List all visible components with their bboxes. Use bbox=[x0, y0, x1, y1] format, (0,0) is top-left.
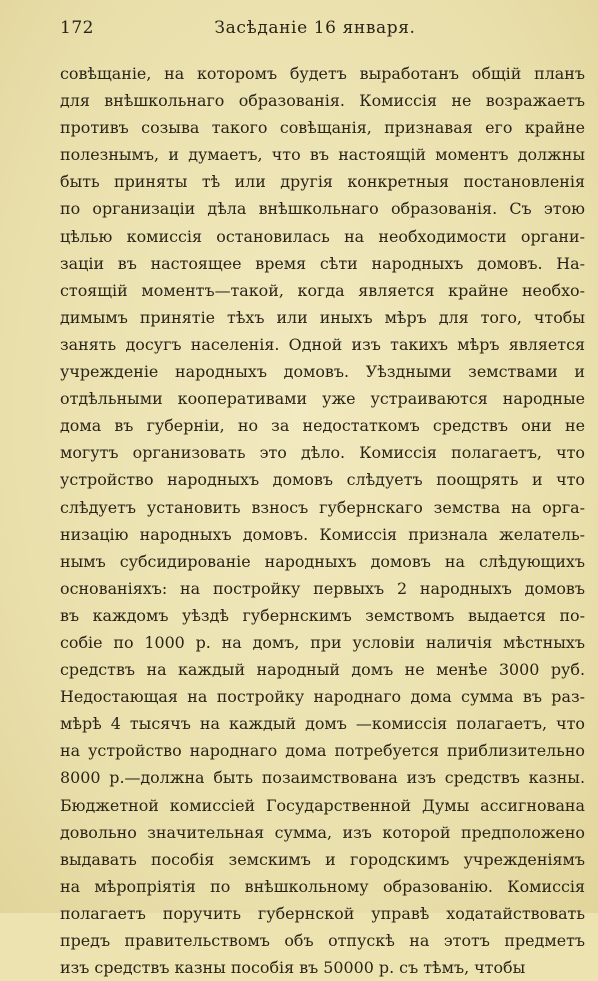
text-line: противъ созыва такого совѣщанія, признавая его крайне bbox=[60, 118, 585, 138]
text-line: низацію народныхъ домовъ. Комиссія признала желатель- bbox=[60, 524, 585, 544]
text-line: для внѣшкольнаго образованія. Комиссія не возражаетъ bbox=[60, 91, 585, 111]
body-text bbox=[60, 60, 585, 981]
text-line: полагаетъ поручить губернской управѣ ходатайствовать bbox=[60, 903, 585, 923]
text-line: устройство народныхъ домовъ слѣдуетъ поощрять и что bbox=[60, 470, 585, 490]
text-line: цѣлью комиссія остановилась на необходимости органи- bbox=[60, 226, 585, 246]
text-line: учрежденіе народныхъ домовъ. Уѣздными земствами и bbox=[60, 362, 585, 382]
text-line: на мѣропріятія по внѣшкольному образованію. Комиссія bbox=[60, 876, 585, 896]
text-line: въ каждомъ уѣздѣ губернскимъ земствомъ выдается по- bbox=[60, 605, 585, 625]
text-line: по организаціи дѣла внѣшкольнаго образованія. Съ этою bbox=[60, 199, 585, 219]
running-title: Засѣданіе 16 января. bbox=[214, 18, 416, 38]
text-line: на устройство народнаго дома потребуется приблизительно bbox=[60, 741, 585, 761]
text-line: выдавать пособія земскимъ и городскимъ учрежденіямъ bbox=[60, 849, 585, 869]
text-line: 8000 р.—должна быть позаимствована изъ средствъ казны. bbox=[60, 768, 585, 788]
text-line: занять досугъ населенія. Одной изъ такихъ мѣръ является bbox=[60, 334, 585, 354]
text-line: средствъ на каждый народный домъ не менѣе 3000 руб. bbox=[60, 660, 585, 680]
page-header bbox=[60, 18, 560, 44]
text-line: мѣрѣ 4 тысячъ на каждый домъ —комиссія полагаетъ, что bbox=[60, 714, 585, 734]
text-line: нымъ субсидированіе народныхъ домовъ на слѣдующихъ bbox=[60, 551, 585, 571]
text-line: собіе по 1000 р. на домъ, при условіи наличія мѣстныхъ bbox=[60, 632, 585, 652]
text-line: могутъ организовать это дѣло. Комиссія полагаетъ, что bbox=[60, 443, 585, 463]
text-line: стоящій моментъ—такой, когда является крайне необхо- bbox=[60, 280, 585, 300]
text-line: основаніяхъ: на постройку первыхъ 2 народныхъ домовъ bbox=[60, 578, 585, 598]
text-line: изъ средствъ казны пособія въ 50000 р. съ тѣмъ, чтобы bbox=[60, 958, 526, 978]
page-number: 172 bbox=[60, 18, 94, 38]
text-line: отдѣльными кооперативами уже устраиваются народные bbox=[60, 389, 585, 409]
text-line: Бюджетной комиссіей Государственной Думы ассигнована bbox=[60, 795, 585, 815]
text-line: предъ правительствомъ объ отпускѣ на этотъ предметъ bbox=[60, 931, 585, 950]
text-line: полезнымъ, и думаетъ, что въ настоящій моментъ должны bbox=[60, 145, 585, 165]
text-line: димымъ принятіе тѣхъ или иныхъ мѣръ для того, чтобы bbox=[60, 307, 585, 327]
text-line: совѣщаніе, на которомъ будетъ выработанъ общій планъ bbox=[60, 64, 585, 83]
text-line: слѣдуетъ установить взносъ губернскаго земства на орга- bbox=[60, 497, 585, 517]
text-line: Недостающая на постройку народнаго дома сумма въ раз- bbox=[60, 687, 585, 707]
text-line: быть приняты тѣ или другія конкретныя постановленія bbox=[60, 172, 585, 192]
text-line: довольно значительная сумма, изъ которой предположено bbox=[60, 822, 585, 842]
text-line: дома въ губерніи, но за недостаткомъ средствъ они не bbox=[60, 416, 585, 436]
text-line: заціи въ настоящее время сѣти народныхъ домовъ. На- bbox=[60, 253, 585, 273]
